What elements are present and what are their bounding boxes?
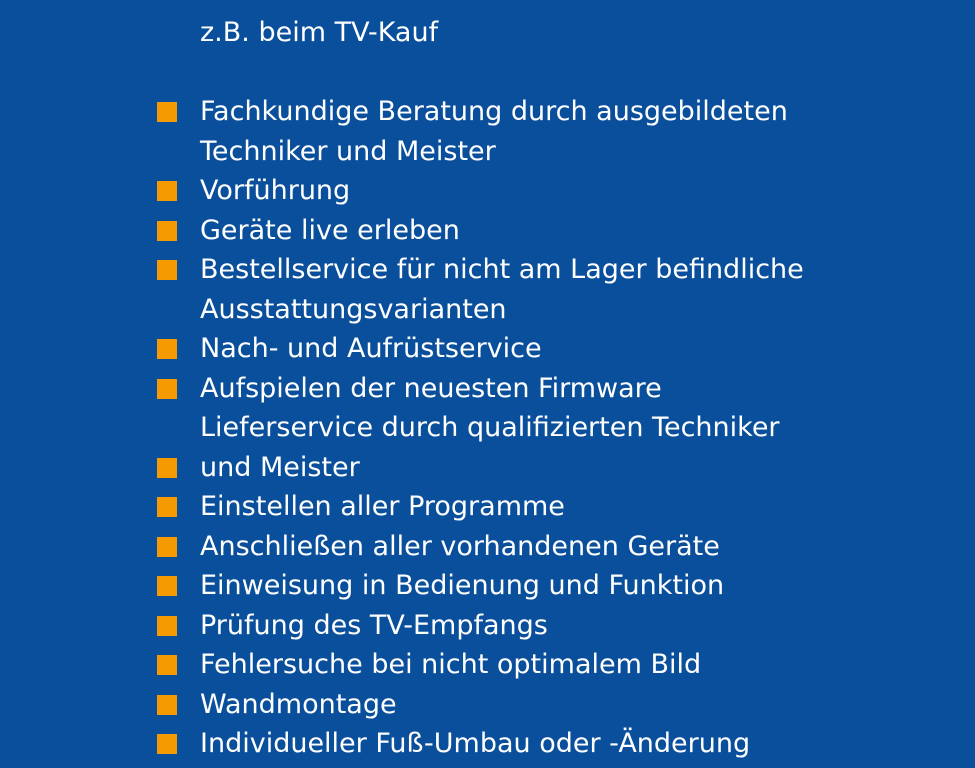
orange-square-bullet-icon xyxy=(157,497,177,517)
orange-square-bullet-icon xyxy=(157,379,177,399)
orange-square-bullet-icon xyxy=(157,576,177,596)
orange-square-bullet-icon xyxy=(157,537,177,557)
orange-square-bullet-icon xyxy=(157,339,177,359)
service-list-item xyxy=(0,92,975,171)
orange-square-bullet-icon xyxy=(157,221,177,241)
service-list-item xyxy=(0,566,975,606)
service-list-item xyxy=(0,606,975,646)
service-list-item-label: Aufspielen der neuesten Firmware xyxy=(200,372,662,404)
orange-square-bullet-icon xyxy=(157,102,177,122)
orange-square-bullet-icon xyxy=(157,181,177,201)
service-list-item xyxy=(0,211,975,251)
service-list xyxy=(0,92,975,764)
service-list-item-label: Vorführung xyxy=(200,175,351,206)
service-list-item-label: Geräte live erleben xyxy=(200,214,460,246)
service-list-item-label: Nach- und Aufrüstservice xyxy=(200,333,542,364)
orange-square-bullet-icon xyxy=(157,734,177,754)
service-list-item-label: Lieferservice durch qualifizierten Techniker und Meister xyxy=(200,412,780,483)
service-list-item-label: Einstellen aller Programme xyxy=(200,491,565,522)
service-list-item xyxy=(0,408,975,487)
orange-square-bullet-icon xyxy=(157,458,177,478)
service-list-item-label: Anschließen aller vorhandenen Geräte xyxy=(200,530,720,562)
orange-square-bullet-icon xyxy=(157,655,177,675)
service-list-item xyxy=(0,527,975,567)
orange-square-bullet-icon xyxy=(157,616,177,636)
service-list-item-label: Fachkundige Beratung durch ausgebildeten Techniker und Meister xyxy=(200,96,788,167)
service-list-item-label: Prüfung des TV-Empfangs xyxy=(200,609,548,641)
service-list-item xyxy=(0,171,975,211)
service-list-item-label: Individueller Fuß-Umbau oder -Änderung xyxy=(200,728,751,759)
orange-square-bullet-icon xyxy=(157,695,177,715)
service-list-item-label: Bestellservice für nicht am Lager befindliche Ausstattungsvarianten xyxy=(200,254,804,325)
service-list-item xyxy=(0,645,975,685)
service-list-item xyxy=(0,685,975,725)
service-list-item-label: Fehlersuche bei nicht optimalem Bild xyxy=(200,649,702,680)
service-list-item xyxy=(0,724,975,764)
orange-square-bullet-icon xyxy=(157,260,177,280)
service-list-item xyxy=(0,329,975,369)
service-list-item xyxy=(0,487,975,527)
service-list-item-label: Wandmontage xyxy=(200,688,397,720)
intro-text: z.B. beim TV-Kauf xyxy=(200,17,439,48)
service-list-item-label: Einweisung in Bedienung und Funktion xyxy=(200,570,725,601)
service-list-item xyxy=(0,369,975,409)
service-list-item xyxy=(0,250,975,329)
